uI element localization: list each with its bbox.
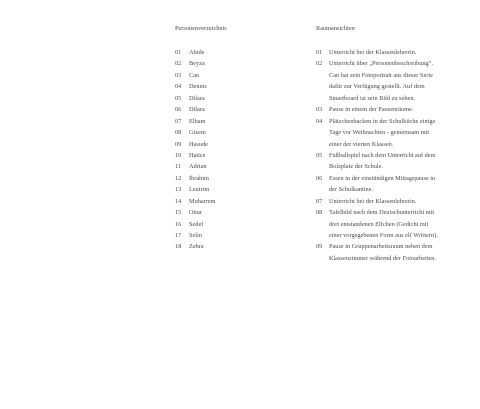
room-view-line [316, 58, 476, 69]
room-view-text: dafür zur Verfügung gestellt. Auf dem [329, 83, 425, 91]
person-name: Beyza [189, 60, 205, 68]
person-item [175, 219, 295, 230]
person-item [175, 230, 295, 241]
person-number: 09 [175, 140, 182, 148]
person-index-heading: Personenverzeichnis [175, 25, 227, 32]
room-view-line [316, 207, 476, 218]
room-view-line [316, 139, 476, 150]
person-number: 14 [175, 197, 182, 205]
room-view-line [316, 116, 476, 127]
room-view-text: Smartboard ist sein Bild zu sehen. [329, 94, 416, 102]
person-list [175, 47, 295, 253]
person-name: Zehra [189, 243, 204, 251]
room-view-text: Pause in Gruppenarbeitsraum neben dem [329, 243, 433, 251]
room-view-line [316, 161, 476, 172]
room-view-text: Unterricht über „Personenbeschreibung“. [329, 60, 434, 68]
person-number: 05 [175, 94, 182, 102]
person-item [175, 47, 295, 58]
person-name: Elham [189, 117, 206, 125]
person-item [175, 161, 295, 172]
room-view-text: Pause in einem der Pausenräume. [329, 106, 414, 114]
room-view-number: 05 [316, 151, 323, 159]
person-number: 08 [175, 129, 182, 137]
room-view-text: dort entstandenen Elfchen (Gedicht mit [329, 220, 429, 228]
person-name: Leutrim [189, 186, 210, 194]
person-item [175, 207, 295, 218]
person-number: 18 [175, 243, 182, 251]
room-view-line [316, 230, 476, 241]
room-view-line [316, 150, 476, 161]
person-number: 12 [175, 174, 182, 182]
person-name: Hatice [189, 151, 206, 159]
room-view-line [316, 184, 476, 195]
room-view-line [316, 81, 476, 92]
person-item [175, 104, 295, 115]
person-number: 17 [175, 232, 182, 239]
person-item [175, 196, 295, 207]
room-view-number: 06 [316, 174, 323, 182]
person-item [175, 58, 295, 69]
person-name: Dilara [189, 106, 205, 114]
room-view-text: Fußballspiel nach dem Unterricht auf dem [329, 151, 436, 159]
person-item [175, 241, 295, 252]
room-view-number: 08 [316, 209, 323, 217]
room-view-text: Unterricht bei der Klassenlehrerin. [329, 49, 417, 56]
room-views-heading: Raumansichten [316, 25, 355, 32]
person-name: Gizem [189, 129, 206, 137]
person-name: Ibrahim [189, 174, 209, 182]
person-number: 06 [175, 106, 182, 114]
room-view-text: Bolzplatz der Schule. [329, 163, 384, 171]
person-item [175, 150, 295, 161]
room-view-line [316, 127, 476, 138]
person-number: 07 [175, 117, 182, 125]
person-item [175, 116, 295, 127]
person-name: Hasude [189, 140, 208, 148]
person-number: 15 [175, 209, 182, 217]
person-item [175, 173, 295, 184]
room-view-number: 01 [316, 49, 323, 56]
person-number: 03 [175, 71, 182, 79]
person-number: 04 [175, 83, 182, 91]
person-item [175, 70, 295, 81]
person-name: Dilara [189, 94, 205, 102]
room-view-line [316, 93, 476, 104]
room-view-number: 09 [316, 243, 323, 251]
person-number: 13 [175, 186, 182, 194]
room-view-text: Klassenzimmer während der Fotoarbeiten. [329, 254, 437, 262]
person-item [175, 184, 295, 195]
person-number: 16 [175, 220, 182, 228]
person-name: Onur [189, 209, 202, 217]
room-view-line [316, 70, 476, 81]
room-view-text: Can hat sein Fotoportrait aus dieser Serie [329, 71, 433, 79]
person-name: Adrian [189, 163, 207, 171]
room-views-list [316, 47, 476, 264]
room-view-line [316, 196, 476, 207]
room-view-number: 07 [316, 197, 323, 205]
person-number: 11 [175, 163, 182, 171]
person-name: Can [189, 71, 200, 79]
room-view-text: Plätzchenbacken in der Schulküche einige [329, 117, 436, 125]
room-view-number: 04 [316, 117, 323, 125]
room-view-text: Tafelbild nach dem Deutschunterricht mit [329, 209, 435, 217]
person-number: 10 [175, 151, 182, 159]
person-name: Abide [189, 49, 205, 56]
person-name: Selin [189, 232, 202, 239]
room-view-line [316, 47, 476, 58]
room-view-text: einer der vierten Klassen. [329, 140, 394, 148]
person-name: Sedef [189, 220, 204, 228]
person-name: Muharrem [189, 197, 216, 205]
room-view-number: 02 [316, 60, 323, 68]
person-number: 01 [175, 49, 182, 56]
person-number: 02 [175, 60, 182, 68]
room-view-line [316, 219, 476, 230]
room-view-line [316, 241, 476, 252]
room-view-line [316, 173, 476, 184]
person-item [175, 93, 295, 104]
room-view-text: Tage vor Weihnachten - gemeinsam mit [329, 129, 430, 137]
room-view-text: Essen in der einstündigen Mittagspause in [329, 174, 436, 182]
room-view-text: Unterricht bei der Klassenlehrerin. [329, 197, 417, 205]
person-item [175, 81, 295, 92]
person-item [175, 127, 295, 138]
room-view-text: einer vorgegebenen Form aus elf Wörtern). [329, 232, 438, 239]
person-name: Dennis [189, 83, 207, 91]
room-view-number: 03 [316, 106, 323, 114]
person-item [175, 139, 295, 150]
person-index-column [175, 25, 295, 253]
room-views-column [316, 25, 476, 264]
room-view-text: der Schulkantine. [329, 186, 374, 194]
room-view-line [316, 104, 476, 115]
room-view-line [316, 253, 476, 264]
